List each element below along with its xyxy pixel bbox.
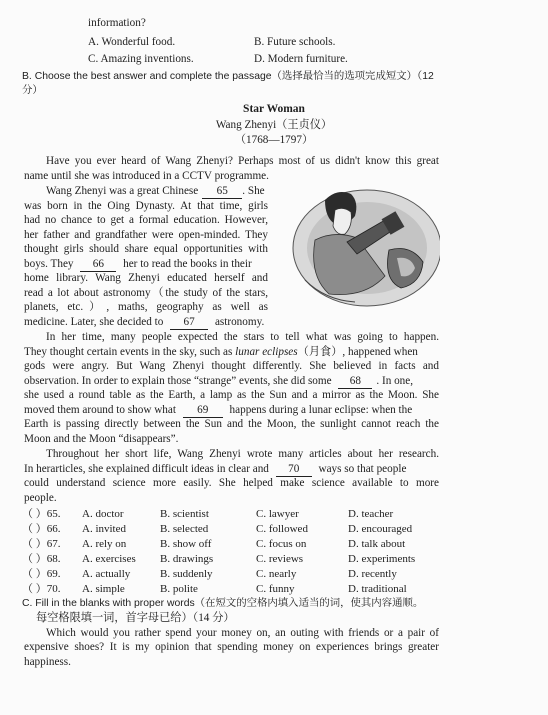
option-a[interactable]: A. doctor (82, 508, 124, 520)
question-number: （ ）69. (22, 568, 61, 580)
passage-line: Throughout her short life, Wang Zhenyi wrote many articles about her research. (46, 448, 439, 460)
option-b[interactable]: B. selected (160, 523, 209, 535)
passage-line: was born in the Oing Dynasty. At that time, girls (24, 200, 268, 212)
option-d[interactable]: D. experiments (348, 553, 416, 565)
prev-option-d: D. Modern furniture. (254, 53, 348, 65)
question-number: （ ）67. (22, 538, 61, 550)
passage-line: In her time, many people expected the stars to tell what was going to happen. (46, 331, 439, 343)
passage-line: she used a round table as the Earth, a lamp as the Sun and a mirror as the Moon. She (24, 389, 439, 401)
option-d[interactable]: D. talk about (348, 538, 406, 550)
passage-line: planets, etc.）, maths, geography as well as (24, 301, 268, 313)
question-row (22, 522, 452, 536)
option-a[interactable]: A. exercises (82, 553, 136, 565)
question-number: （ ）68. (22, 553, 61, 565)
option-a[interactable]: A. simple (82, 583, 125, 595)
passage-years: （1768—1797） (234, 134, 314, 146)
section-c-line: expensive shoes? It is my opinion that spending money on experiences brings greater (24, 641, 439, 653)
passage-line: observation. In order to explain those “strange” events, she did some 68 . In one, (24, 375, 414, 387)
option-d[interactable]: D. recently (348, 568, 397, 580)
passage-line: boys. They 66 her to read the books in their (24, 258, 252, 270)
passage-line: Have you ever heard of Wang Zhenyi? Perhaps most of us didn't know this great (46, 155, 439, 167)
passage-line: name until she was introduced in a CCTV programme. (24, 170, 269, 182)
passage-line: people. (24, 492, 57, 504)
option-c[interactable]: C. funny (256, 583, 295, 595)
section-b-heading-cont: 分） (22, 85, 43, 96)
section-c-line: happiness. (24, 656, 71, 668)
passage-line: Moon and the Moon “disappears”. (24, 433, 179, 445)
option-c[interactable]: C. reviews (256, 553, 304, 565)
option-a[interactable]: A. rely on (82, 538, 127, 550)
question-number: （ ）66. (22, 523, 61, 535)
passage-line: had no chance to get a formal education. However, (24, 214, 268, 226)
passage-line: thought girls should share equal opportunities with (24, 243, 268, 255)
option-c[interactable]: C. focus on (256, 538, 307, 550)
passage-line: In herarticles, she explained difficult ideas in clear and 70 ways so that people (24, 463, 407, 475)
prev-question-tail: information? (88, 17, 146, 29)
section-c-heading: C. Fill in the blanks with proper words（在短文的空格内填入适当的词，使其内容通顺。 (22, 598, 424, 609)
blank-69: 69 (183, 403, 223, 418)
option-c[interactable]: C. followed (256, 523, 308, 535)
question-row (22, 537, 452, 551)
option-b[interactable]: B. scientist (160, 508, 209, 520)
option-d[interactable]: D. traditional (348, 583, 407, 595)
passage-line: They thought certain events in the sky, such as lunar eclipses（月食）, happened when (24, 346, 418, 358)
question-row (22, 552, 452, 566)
passage-line: read a lot about astronomy（the study of the stars, (24, 287, 268, 299)
option-d[interactable]: D. encouraged (348, 523, 413, 535)
passage-subject-name: Wang Zhenyi（王贞仪） (215, 119, 333, 131)
prev-option-c: C. Amazing inventions. (88, 53, 194, 65)
passage-line: her father and grandfather were open-minded. They (24, 229, 268, 241)
passage-line: medicine. Later, she decided to 67 astronomy. (24, 316, 265, 328)
option-a[interactable]: A. actually (82, 568, 131, 580)
passage-title: Star Woman (243, 103, 305, 115)
blank-68: 68 (338, 374, 372, 389)
blank-65: 65 (202, 184, 242, 199)
passage-line: Wang Zhenyi was a great Chinese 65 . She (46, 185, 265, 197)
passage-line: Earth is passing directly between the Sun and the Moon, the sunlight cannot reach the (24, 418, 439, 430)
blank-67: 67 (170, 315, 208, 330)
blank-66: 66 (80, 257, 116, 272)
section-b-heading: B. Choose the best answer and complete the passage（选择最恰当的选项完成短文）（12 (22, 71, 434, 82)
blank-70: 70 (276, 462, 312, 477)
question-number: （ ）70. (22, 583, 61, 595)
prev-option-a: A. Wonderful food. (88, 36, 176, 48)
option-c[interactable]: C. lawyer (256, 508, 299, 520)
passage-line: gods were angry. But Wang Zhenyi thought differently. She believed in facts and (24, 360, 439, 372)
option-b[interactable]: B. show off (160, 538, 212, 550)
question-row (22, 507, 452, 521)
option-b[interactable]: B. polite (160, 583, 198, 595)
question-row (22, 567, 452, 581)
question-number: （ ）65. (22, 508, 61, 520)
passage-line: could understand science more easily. She helped make science available to more (24, 477, 439, 489)
option-d[interactable]: D. teacher (348, 508, 394, 520)
passage-line: moved them around to show what 69 happens during a lunar eclipse: when the (24, 404, 413, 416)
option-b[interactable]: B. suddenly (160, 568, 213, 580)
section-c-heading-cont: 每空格限填一词，首字母已给）（14 分） (36, 612, 235, 624)
passage-line: home library. Wang Zhenyi educated herself and (24, 272, 268, 284)
option-a[interactable]: A. invited (82, 523, 126, 535)
question-row (22, 582, 452, 596)
option-b[interactable]: B. drawings (160, 553, 214, 565)
woman-with-telescope-illustration (285, 180, 440, 310)
option-c[interactable]: C. nearly (256, 568, 297, 580)
prev-option-b: B. Future schools. (254, 36, 336, 48)
section-c-line: Which would you rather spend your money on, an outing with friends or a pair of (46, 627, 439, 639)
